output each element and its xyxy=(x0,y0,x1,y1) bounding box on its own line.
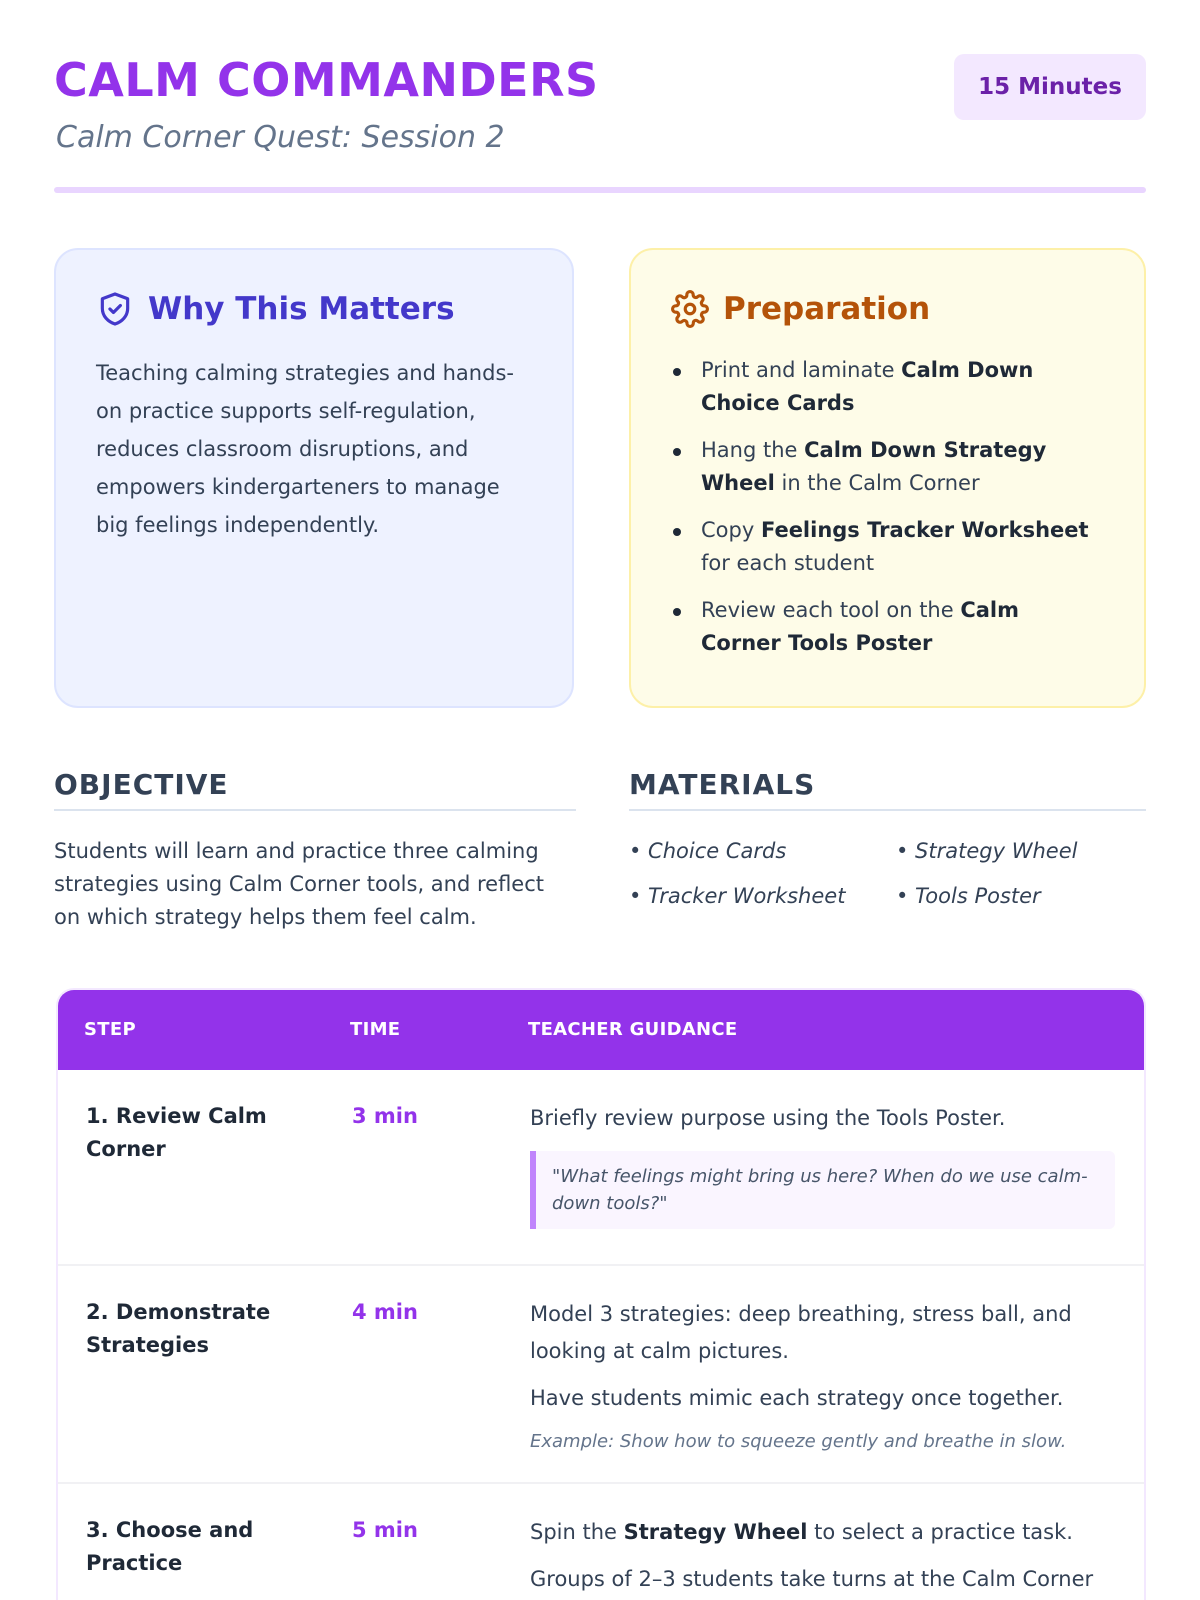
column-header-guidance: TEACHER GUIDANCE xyxy=(528,1019,738,1040)
guidance-quote: "What feelings might bring us here? When do we use calm-down tools?" xyxy=(530,1151,1115,1229)
page-header xyxy=(54,52,1146,192)
material-item: • Tracker Worksheet xyxy=(629,884,846,908)
materials-heading: MATERIALS xyxy=(629,768,1146,811)
preparation-title: Preparation xyxy=(723,291,931,327)
guidance-text: Groups of 2–3 students take turns at the Calm Corner xyxy=(530,1567,1094,1591)
step-guidance xyxy=(530,1514,1115,1600)
table-header xyxy=(58,990,1144,1070)
material-item: • Tools Poster xyxy=(896,884,1041,908)
duration-badge: 15 Minutes xyxy=(954,54,1146,120)
objective-text: Students will learn and practice three calming strategies using Calm Corner tools, and reflect on which strategy helps them feel calm. xyxy=(54,839,545,929)
column-header-time: TIME xyxy=(350,1019,401,1040)
shield-check-icon xyxy=(96,290,134,328)
header-divider xyxy=(54,187,1146,193)
why-text: Teaching calming strategies and hands-on practice supports self-regulation, reduces classroom disruptions, and empowers kindergarteners to manage big feelings independently. xyxy=(96,361,514,537)
lesson-steps-table xyxy=(56,988,1146,1600)
guidance-text: Briefly review purpose using the Tools Poster. xyxy=(530,1106,1006,1130)
preparation-item: Copy Feelings Tracker Worksheet for each student xyxy=(671,514,1104,580)
step-guidance xyxy=(530,1296,1115,1457)
step-time: 3 min xyxy=(352,1104,418,1128)
column-header-step: STEP xyxy=(84,1019,136,1040)
table-row xyxy=(58,1070,1144,1266)
step-time: 4 min xyxy=(352,1300,418,1324)
step-guidance xyxy=(530,1100,1115,1229)
materials-section xyxy=(629,768,1146,912)
table-row xyxy=(58,1266,1144,1484)
material-item: • Choice Cards xyxy=(629,839,787,863)
objective-section xyxy=(54,768,576,934)
gear-icon xyxy=(671,290,709,328)
preparation-card xyxy=(629,248,1146,708)
why-title: Why This Matters xyxy=(148,291,455,327)
preparation-item: Hang the Calm Down Strategy Wheel in the Calm Corner xyxy=(671,434,1104,500)
material-item: • Strategy Wheel xyxy=(896,839,1078,863)
materials-list xyxy=(629,835,1146,912)
preparation-heading xyxy=(671,290,1104,328)
preparation-item: Review each tool on the Calm Corner Tools Poster xyxy=(671,594,1104,660)
guidance-example: Example: Show how to squeeze gently and breathe in slow. xyxy=(530,1431,1067,1452)
table-row xyxy=(58,1484,1144,1600)
page-subtitle: Calm Corner Quest: Session 2 xyxy=(56,120,505,155)
page-title: CALM COMMANDERS xyxy=(54,53,599,107)
guidance-text: Have students mimic each strategy once together. xyxy=(530,1386,1064,1410)
preparation-list xyxy=(671,354,1104,660)
guidance-text: Model 3 strategies: deep breathing, stress ball, and looking at calm pictures. xyxy=(530,1302,1072,1363)
step-time: 5 min xyxy=(352,1518,418,1542)
step-name: 2. Demonstrate Strategies xyxy=(86,1300,271,1357)
step-name: 3. Choose and Practice xyxy=(86,1518,254,1575)
why-card xyxy=(54,248,574,708)
step-name: 1. Review Calm Corner xyxy=(86,1104,267,1161)
why-heading xyxy=(96,290,532,328)
objective-heading: OBJECTIVE xyxy=(54,768,576,811)
guidance-text: Spin the Strategy Wheel to select a practice task. xyxy=(530,1520,1073,1544)
preparation-item: Print and laminate Calm Down Choice Cards xyxy=(671,354,1104,420)
